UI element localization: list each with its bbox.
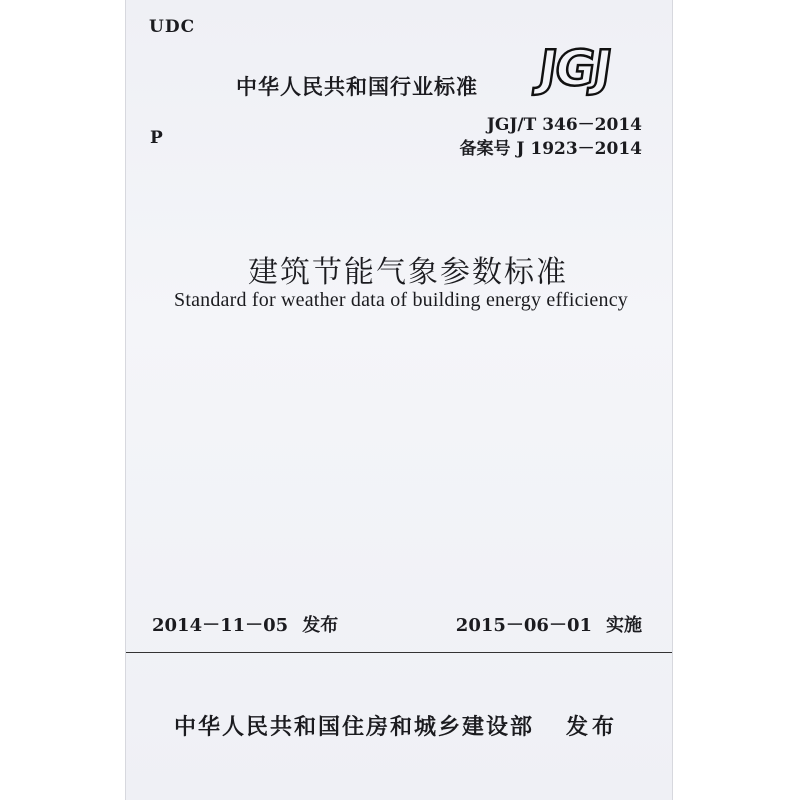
category-code: P: [150, 128, 163, 148]
issue-line: [152, 611, 338, 637]
title-english: Standard for weather data of building energy efficiency: [174, 289, 628, 311]
divider-line: [126, 652, 672, 653]
effective-verb: 实施: [606, 615, 642, 636]
standard-code: JGJ/T 346－2014: [486, 115, 642, 135]
publisher: 中华人民共和国住房和城乡建设部: [174, 715, 535, 740]
publish-verb: 发布: [566, 715, 619, 740]
effective-line: [456, 611, 642, 637]
issue-verb: 发布: [302, 615, 339, 636]
title-chinese: 建筑节能气象参数标准: [248, 255, 568, 290]
record-value: J 1923－2014: [516, 139, 642, 159]
udc-label: UDC: [149, 17, 196, 37]
record-label: 备案号: [459, 139, 511, 159]
record-number: [459, 134, 642, 159]
issue-date: 2014－11－05: [152, 615, 289, 636]
jgj-logo: JGJ: [534, 40, 614, 97]
book-cover: [126, 0, 672, 800]
effective-date: 2015－06－01: [455, 615, 592, 636]
industry-standard-heading: 中华人民共和国行业标准: [236, 75, 478, 99]
